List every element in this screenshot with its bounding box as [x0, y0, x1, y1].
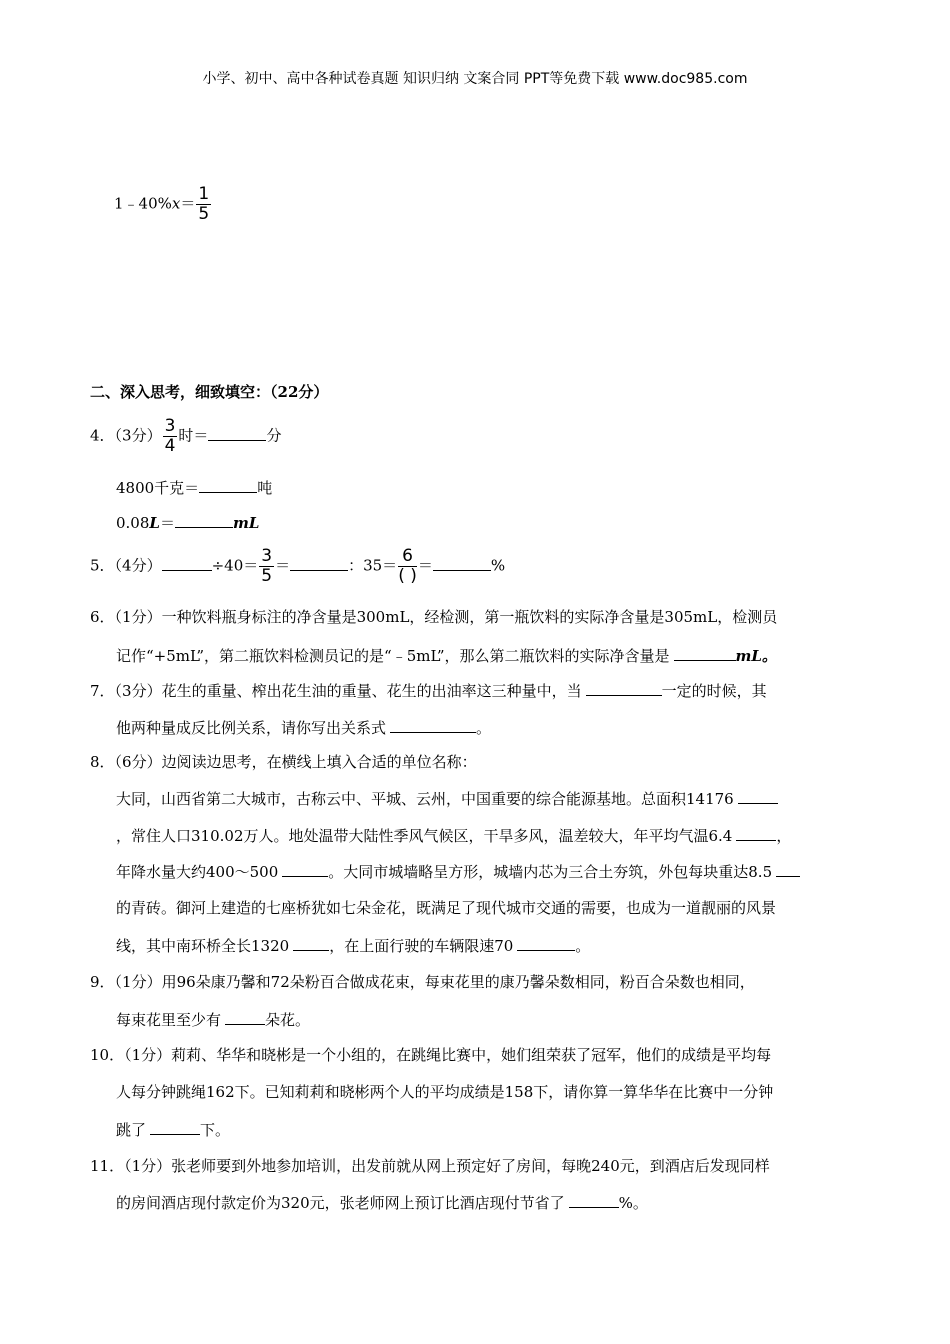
question-text: （6分）边阅读边思考，在横线上填入合适的单位名称： [114, 753, 477, 771]
question-text: 年降水量大约400～500 [116, 863, 279, 881]
question-text: （1分）用96朵康乃馨和72朵粉百合做成花束，每束花里的康乃馨朵数相同，粉百合朵数也相同， [114, 973, 755, 991]
question-text: ， [776, 827, 792, 845]
answer-blank[interactable] [569, 1192, 619, 1208]
equation-variable: x [171, 194, 181, 213]
question-text: 朵花。 [265, 1011, 311, 1029]
question-text: 每束花里至少有 [116, 1011, 222, 1029]
answer-blank[interactable] [674, 645, 736, 661]
question-text: 。 [575, 937, 591, 955]
text: 0.08 [116, 514, 150, 532]
question-6-line-1 [90, 607, 777, 627]
question-8-line-1 [90, 752, 477, 772]
question-text: 的房间酒店现付款定价为320元，张老师网上预订比酒店现付节省了 [116, 1194, 565, 1212]
fraction [259, 548, 274, 585]
answer-blank[interactable] [433, 555, 491, 571]
answer-blank[interactable] [199, 477, 257, 493]
answer-blank[interactable] [517, 935, 575, 951]
question-4-line-1 [90, 418, 281, 455]
question-text: （1分）莉莉、华华和晓彬是一个小组的，在跳绳比赛中，她们组荣获了冠军，他们的成绩是平均每 [124, 1046, 772, 1064]
question-number: 10． [90, 1046, 125, 1064]
question-text: 线，其中南环桥全长1320 [116, 937, 290, 955]
fraction [398, 548, 417, 585]
question-text: 。大同市城墙略呈方形，城墙内芯为三合土夯筑，外包每块重达8.5 [328, 863, 773, 881]
question-number: 6． [90, 608, 115, 626]
question-score: （3分） [114, 426, 162, 445]
question-number: 7． [90, 682, 115, 700]
question-7-line-1 [90, 680, 767, 701]
answer-blank[interactable] [282, 861, 328, 877]
question-8-line-5 [116, 898, 776, 918]
text: 时＝ [178, 426, 209, 445]
question-number: 5． [90, 556, 115, 575]
equation-left: 1﹣40% [114, 194, 172, 213]
question-text: 大同，山西省第二大城市，古称云中、平城、云州，中国重要的综合能源基地。总面积14176 [116, 790, 734, 808]
question-10-line-2 [116, 1082, 773, 1102]
question-7-line-2 [116, 717, 491, 738]
question-text: （1分）张老师要到外地参加培训，出发前就从网上预定好了房间，每晚240元，到酒店后发现同样 [124, 1157, 770, 1175]
question-text: ，在上面行驶的车辆限速70 [329, 937, 514, 955]
answer-blank[interactable] [736, 825, 776, 841]
unit: L [149, 514, 160, 532]
question-9-line-2 [116, 1009, 310, 1030]
fraction-numerator: 1 [198, 184, 210, 204]
question-8-line-2 [116, 788, 778, 809]
question-4-line-2 [116, 477, 272, 498]
text: ＝ [275, 556, 291, 575]
question-text: （1分）一种饮料瓶身标注的净含量是300mL，经检测，第一瓶饮料的实际净含量是305mL，检测员 [114, 608, 778, 626]
section-title: 二、深入思考，细致填空：（22分） [90, 383, 329, 401]
fraction-numerator: 6 [398, 548, 417, 567]
fraction [163, 418, 178, 455]
question-8-line-4 [116, 861, 800, 882]
question-text: 的青砖。御河上建造的七座桥犹如七朵金花，既满足了现代城市交通的需要，也成为一道靓丽的风景 [116, 899, 777, 917]
question-text: 一定的时候，其 [661, 682, 767, 700]
page-header: 小学、初中、高中各种试卷真题 知识归纳 文案合同 PPT等免费下载 www.doc985.com [202, 71, 748, 87]
question-text: （3分）花生的重量、榨出花生油的重量、花生的出油率这三种量中，当 [114, 682, 582, 700]
question-8-line-6 [116, 935, 590, 956]
answer-blank[interactable] [738, 788, 778, 804]
answer-blank[interactable] [293, 935, 329, 951]
answer-blank[interactable] [776, 861, 800, 877]
fraction-denominator: 5 [198, 204, 210, 224]
question-5 [90, 548, 505, 585]
question-number: 11． [90, 1157, 125, 1175]
unit: mL [232, 514, 260, 532]
question-text: 人每分钟跳绳162下。已知莉莉和晓彬两个人的平均成绩是158下，请你算一算华华在比赛中一分钟 [116, 1083, 774, 1101]
answer-blank[interactable] [390, 717, 476, 733]
text: ：35＝ [348, 556, 398, 575]
answer-blank[interactable] [225, 1009, 265, 1025]
answer-blank[interactable] [586, 680, 662, 696]
text: ÷40＝ [211, 556, 259, 575]
question-text: 他两种量成反比例关系，请你写出关系式 [116, 719, 387, 737]
answer-blank[interactable] [175, 512, 233, 528]
question-text: 跳了 [116, 1121, 147, 1139]
question-number: 9． [90, 973, 115, 991]
question-10-line-1 [90, 1045, 771, 1065]
answer-blank[interactable] [150, 1119, 200, 1135]
text: ＝ [417, 556, 433, 575]
unit: mL。 [735, 647, 777, 665]
question-10-line-3 [116, 1119, 230, 1140]
text: % [490, 556, 506, 575]
question-number: 8． [90, 753, 115, 771]
answer-blank[interactable] [208, 425, 266, 441]
text: ＝ [159, 514, 175, 532]
fraction-denominator: ( ) [398, 566, 417, 586]
question-11-line-1 [90, 1156, 770, 1176]
text: 4800千克＝ [116, 479, 200, 497]
fraction-numerator: 3 [164, 416, 176, 436]
unit: 吨 [257, 479, 273, 497]
fraction-numerator: 3 [261, 546, 273, 566]
answer-blank[interactable] [162, 555, 212, 571]
equation-equals: ＝ [180, 194, 196, 213]
question-number: 4． [90, 426, 115, 445]
fraction-denominator: 5 [261, 566, 273, 586]
question-6-line-2 [116, 645, 777, 666]
question-text: 下。 [200, 1121, 231, 1139]
question-score: （4分） [114, 556, 162, 575]
question-text: ，常住人口310.02万人。地处温带大陆性季风气候区，干旱多风，温差较大，年平均气温6.4 [116, 827, 733, 845]
question-9-line-1 [90, 972, 755, 992]
question-text: 。 [476, 719, 492, 737]
question-11-line-2 [116, 1192, 648, 1213]
question-text: %。 [618, 1194, 648, 1212]
answer-blank[interactable] [290, 555, 348, 571]
equation-fraction [196, 186, 211, 223]
equation [114, 186, 212, 223]
unit: 分 [266, 426, 282, 445]
fraction-denominator: 4 [164, 436, 176, 456]
question-8-line-3 [116, 825, 791, 846]
question-4-line-3 [116, 512, 259, 533]
question-text: 记作“+5mL”，第二瓶饮料检测员记的是“﹣5mL”，那么第二瓶饮料的实际净含量是 [116, 647, 670, 665]
